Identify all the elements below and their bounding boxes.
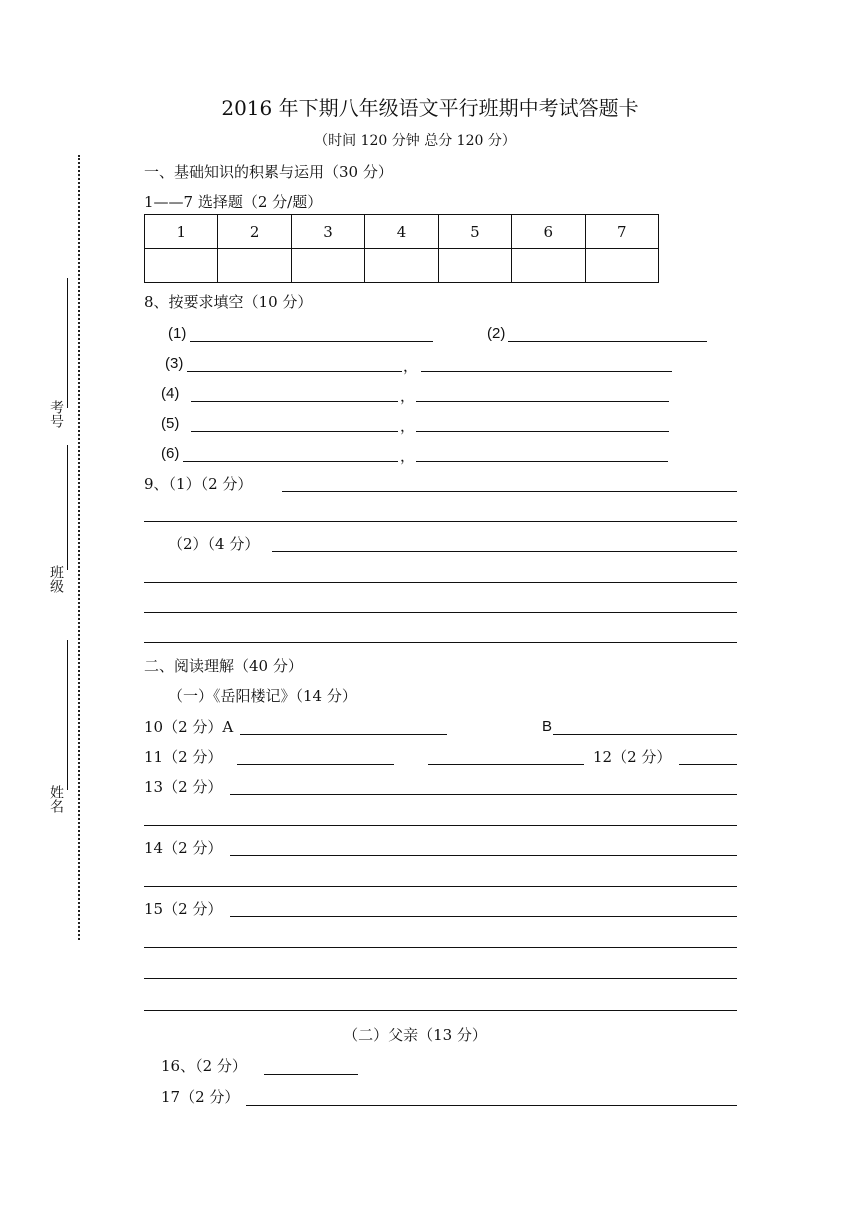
mc-answer-cell[interactable] <box>218 249 291 283</box>
page-subtitle: （时间 120 分钟 总分 120 分） <box>314 133 516 149</box>
q9-2-blank-c[interactable] <box>144 612 737 613</box>
mc-number: 4 <box>365 215 438 249</box>
mc-answer-cell[interactable] <box>438 249 511 283</box>
q8-blank-5b[interactable] <box>416 431 669 432</box>
mc-number: 2 <box>218 215 291 249</box>
mc-number: 5 <box>438 215 511 249</box>
q9-2-blank-b[interactable] <box>144 582 737 583</box>
mc-heading: 1——7 选择题（2 分/题） <box>144 193 323 211</box>
class-label: 班级 <box>48 565 64 593</box>
q8-label-1: (1) <box>168 325 187 342</box>
q10-b-label: B <box>542 718 553 735</box>
section2-heading: 二、阅读理解（40 分） <box>144 657 303 675</box>
class-line[interactable] <box>67 445 68 570</box>
q11-label: 11（2 分） <box>144 748 223 766</box>
mc-answer-row <box>145 249 659 283</box>
name-line[interactable] <box>67 640 68 790</box>
section2-sub2: （二）父亲（13 分） <box>343 1026 487 1044</box>
mc-answer-cell[interactable] <box>585 249 658 283</box>
q9-1-label: 9、（1）（2 分） <box>144 475 253 493</box>
q9-2-blank-a[interactable] <box>272 551 737 552</box>
q11-blank-b[interactable] <box>428 764 584 765</box>
exam-no-line[interactable] <box>67 278 68 408</box>
q14-label: 14（2 分） <box>144 839 223 857</box>
page-title: 2016 年下期八年级语文平行班期中考试答题卡 <box>221 96 639 120</box>
q15-label: 15（2 分） <box>144 900 223 918</box>
q15-blank-a[interactable] <box>230 916 737 917</box>
q8-label-2: (2) <box>487 325 506 342</box>
q13-blank-b[interactable] <box>144 825 737 826</box>
q8-label-5: (5) <box>161 415 180 432</box>
mc-answer-cell[interactable] <box>512 249 585 283</box>
q8-heading: 8、按要求填空（10 分） <box>144 293 313 311</box>
q16-label: 16、（2 分） <box>161 1057 247 1075</box>
mc-answer-cell[interactable] <box>365 249 438 283</box>
mc-number: 7 <box>585 215 658 249</box>
q9-1-blank-b[interactable] <box>144 521 737 522</box>
q8-label-4: (4) <box>161 385 180 402</box>
section1-heading: 一、基础知识的积累与运用（30 分） <box>144 163 393 181</box>
q15-blank-b[interactable] <box>144 947 737 948</box>
mc-number: 1 <box>145 215 218 249</box>
q15-blank-d[interactable] <box>144 1010 737 1011</box>
q8-comma-6: ， <box>400 447 416 465</box>
q14-blank-b[interactable] <box>144 886 737 887</box>
q8-comma-4: ， <box>400 387 416 405</box>
q10-blank-b[interactable] <box>553 734 737 735</box>
q15-blank-c[interactable] <box>144 978 737 979</box>
q16-blank[interactable] <box>264 1074 358 1075</box>
section2-sub1: （一）《岳阳楼记》（14 分） <box>168 687 357 705</box>
mc-number-row <box>145 215 659 249</box>
q12-blank[interactable] <box>679 764 737 765</box>
q8-label-3: (3) <box>165 355 184 372</box>
q11-blank-a[interactable] <box>237 764 394 765</box>
mc-answer-table <box>144 214 659 283</box>
q8-label-6: (6) <box>161 445 180 462</box>
mc-answer-cell[interactable] <box>291 249 364 283</box>
q8-blank-4a[interactable] <box>191 401 398 402</box>
q8-blank-6a[interactable] <box>183 461 398 462</box>
mc-number: 6 <box>512 215 585 249</box>
q17-blank[interactable] <box>246 1105 737 1106</box>
q8-blank-3a[interactable] <box>187 371 402 372</box>
q8-blank-4b[interactable] <box>416 401 669 402</box>
mc-number: 3 <box>291 215 364 249</box>
q12-label: 12（2 分） <box>593 748 672 766</box>
q8-blank-3b[interactable] <box>421 371 672 372</box>
q8-blank-2[interactable] <box>508 341 707 342</box>
exam-no-label: 考号 <box>48 400 64 428</box>
q9-2-blank-d[interactable] <box>144 642 737 643</box>
q14-blank-a[interactable] <box>230 855 737 856</box>
q13-label: 13（2 分） <box>144 778 223 796</box>
q9-2-label: （2）（4 分） <box>168 535 260 553</box>
q8-blank-5a[interactable] <box>191 431 398 432</box>
mc-answer-cell[interactable] <box>145 249 218 283</box>
binding-dotted-line <box>78 155 80 940</box>
name-label: 姓名 <box>48 785 64 813</box>
q10-blank-a[interactable] <box>240 734 447 735</box>
q8-comma-5: ， <box>400 417 416 435</box>
q10-label: 10（2 分）A <box>144 718 234 736</box>
q8-blank-6b[interactable] <box>416 461 668 462</box>
q8-blank-1[interactable] <box>190 341 433 342</box>
q17-label: 17（2 分） <box>161 1088 240 1106</box>
q8-comma-3: ， <box>403 357 419 375</box>
q9-1-blank-a[interactable] <box>282 491 737 492</box>
q13-blank-a[interactable] <box>230 794 737 795</box>
